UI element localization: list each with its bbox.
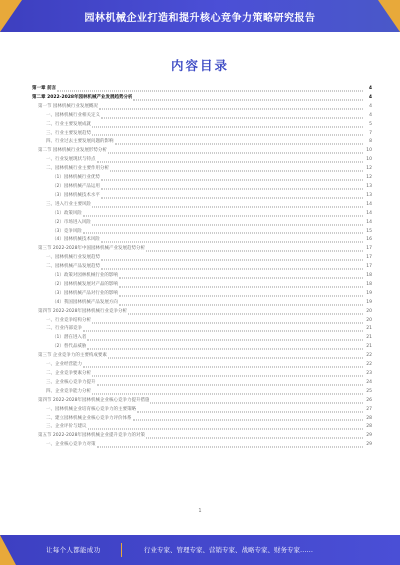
toc-leader-dots <box>137 411 363 412</box>
toc-entry-page: 21 <box>366 335 372 341</box>
toc-entry-page: 4 <box>369 112 372 118</box>
toc-leader-dots <box>97 447 364 448</box>
toc-entry[interactable] <box>32 138 372 147</box>
toc-entry[interactable] <box>32 423 372 432</box>
toc-entry-text: 二、建立园林机械企业核心竞争力评价体系 <box>46 415 132 421</box>
toc-entry[interactable] <box>32 103 372 112</box>
toc-leader-dots <box>119 304 363 305</box>
toc-entry[interactable] <box>32 388 372 397</box>
toc-entry-text: （3）竞争风险 <box>52 228 82 234</box>
toc-leader-dots <box>146 251 363 252</box>
toc-entry-text: （2）市场进入风险 <box>52 219 91 225</box>
toc-entry[interactable] <box>32 165 372 174</box>
toc-entry[interactable] <box>32 325 372 334</box>
toc-entry-page: 29 <box>366 442 372 448</box>
toc-leader-dots <box>101 188 363 189</box>
toc-leader-dots <box>92 393 363 394</box>
toc-entry-page: 19 <box>366 299 372 305</box>
footer-divider <box>121 543 122 557</box>
toc-entry[interactable] <box>32 379 372 388</box>
toc-entry-page: 10 <box>366 148 372 154</box>
toc-entry[interactable] <box>32 352 372 361</box>
toc-entry[interactable] <box>32 94 372 103</box>
toc-entry[interactable] <box>32 317 372 326</box>
toc-leader-dots <box>115 144 364 145</box>
toc-entry[interactable] <box>32 147 372 156</box>
toc-entry-text: （4）我国园林机械产品发展方向 <box>52 299 118 305</box>
toc-entry-page: 4 <box>368 94 372 100</box>
toc-entry-text: （4）园林机械技术风险 <box>52 237 100 243</box>
toc-leader-dots <box>119 286 363 287</box>
toc-entry-text: 二、行业内部竞争 <box>46 326 82 332</box>
toc-entry[interactable] <box>32 174 372 183</box>
toc-entry-text: 一、企业核心竞争力对策 <box>46 442 96 448</box>
toc-entry[interactable] <box>32 406 372 415</box>
toc-entry[interactable] <box>32 254 372 263</box>
toc-entry-page: 13 <box>366 192 372 198</box>
toc-entry-page: 20 <box>366 308 372 314</box>
toc-entry[interactable] <box>32 334 372 343</box>
toc-entry-text: 四、企业竞争能力分析 <box>46 388 91 394</box>
toc-entry[interactable] <box>32 85 372 94</box>
toc-entry[interactable] <box>32 210 372 219</box>
toc-entry-text: 二、行业主要发展成就 <box>46 121 91 127</box>
toc-entry-page: 17 <box>366 264 372 270</box>
toc-entry[interactable] <box>32 308 372 317</box>
toc-leader-dots <box>92 322 363 323</box>
toc-leader-dots <box>92 206 363 207</box>
toc-entry[interactable] <box>32 432 372 441</box>
toc-leader-dots <box>110 171 363 172</box>
toc-entry-page: 24 <box>366 379 372 385</box>
toc-leader-dots <box>150 402 363 403</box>
toc-leader-dots <box>83 367 363 368</box>
footer-slogan: 让每个人都能成功 <box>46 546 101 554</box>
toc-leader-dots <box>101 197 363 198</box>
toc-entry-text: 第一章 前言 <box>32 86 57 91</box>
toc-entry-page: 21 <box>366 344 372 350</box>
banner-accent-left <box>0 0 22 32</box>
toc-leader-dots <box>88 429 364 430</box>
toc-entry-text: 第三节 2022-2028年中国园林机械产业发展趋势分析 <box>38 246 145 252</box>
toc-entry[interactable] <box>32 219 372 228</box>
toc-entry-text: （1）政策对园林机械行业的影响 <box>52 273 118 279</box>
toc-leader-dots <box>99 108 363 109</box>
toc-entry-text: （1）园林机械行业优势 <box>52 175 100 181</box>
toc-leader-dots <box>101 242 363 243</box>
toc-leader-dots <box>128 313 363 314</box>
toc-entry[interactable] <box>32 299 372 308</box>
toc-leader-dots <box>119 277 363 278</box>
toc-entry-page: 4 <box>368 86 372 91</box>
bottom-banner <box>0 535 400 565</box>
toc-entry-text: 第四节 2022-2028年园林机械企业核心竞争力提升措施 <box>38 397 150 403</box>
toc-leader-dots <box>133 420 364 421</box>
toc-entry-page: 21 <box>366 326 372 332</box>
toc-entry-text: 第二章 2022-2028年园林机械产业发展趋势分析 <box>32 94 133 100</box>
toc-entry-page: 10 <box>366 157 372 163</box>
toc-leader-dots <box>92 375 363 376</box>
toc-leader-dots <box>108 153 363 154</box>
toc-entry-page: 26 <box>366 397 372 403</box>
toc-leader-dots <box>101 269 363 270</box>
toc-entry[interactable] <box>32 441 372 450</box>
toc-leader-dots <box>108 358 363 359</box>
toc-entry-text: （2）园林机械发展对产品的影响 <box>52 281 118 287</box>
toc-entry-page: 28 <box>366 415 372 421</box>
toc-entry-text: 一、企业经营能力 <box>46 362 82 368</box>
toc-entry-page: 18 <box>366 273 372 279</box>
toc-leader-dots <box>101 180 363 181</box>
toc-entry[interactable] <box>32 263 372 272</box>
toc-entry-page: 7 <box>369 130 372 136</box>
toc-entry-text: （3）园林机械产品对行业的影响 <box>52 290 118 296</box>
toc-leader-dots <box>97 384 364 385</box>
toc-entry[interactable] <box>32 290 372 299</box>
toc-leader-dots <box>92 135 363 136</box>
toc-leader-dots <box>57 90 363 91</box>
toc-entry-text: 一、园林机械行业相关定义 <box>46 112 100 118</box>
toc-leader-dots <box>101 117 363 118</box>
toc-leader-dots <box>87 340 363 341</box>
toc-entry[interactable] <box>32 343 372 352</box>
toc-entry-page: 4 <box>369 103 372 109</box>
toc-leader-dots <box>97 162 364 163</box>
toc-entry[interactable] <box>32 281 372 290</box>
toc-entry-text: （3）园林机械技术水平 <box>52 192 100 198</box>
toc-entry-page: 12 <box>366 175 372 181</box>
toc-entry[interactable] <box>32 415 372 424</box>
toc-leader-dots <box>92 224 363 225</box>
toc-entry-text: 一、行业竞争结构分析 <box>46 317 91 323</box>
toc-entry-page: 29 <box>366 433 372 439</box>
toc-entry-text: 一、园林机械企业培育核心竞争力的主要策略 <box>46 406 136 412</box>
toc-entry-text: 第五节 2022-2028年园林机械企业提升竞争力的对策 <box>38 433 145 439</box>
toc-entry-page: 14 <box>366 210 372 216</box>
toc-entry-page: 15 <box>366 228 372 234</box>
toc-entry[interactable] <box>32 236 372 245</box>
toc-entry-page: 8 <box>369 139 372 145</box>
toc-entry-text: 一、园林机械行业发展趋势 <box>46 255 100 261</box>
toc-entry-page: 19 <box>366 290 372 296</box>
top-banner <box>0 0 400 32</box>
toc-entry-text: （2）园林机械产品运用 <box>52 183 100 189</box>
toc-leader-dots <box>92 126 363 127</box>
banner-accent-right <box>378 0 400 32</box>
toc-leader-dots <box>101 260 363 261</box>
toc-entry-text: 第四节 2022-2028年园林机械行业竞争分析 <box>38 308 127 314</box>
toc-entry-text: 第一节 园林机械行业发展概况 <box>38 103 98 109</box>
toc-entry-page: 28 <box>366 424 372 430</box>
toc-entry-page: 25 <box>366 388 372 394</box>
toc-entry-text: 二、企业竞争要素分析 <box>46 371 91 376</box>
toc-entry-text: （2）替代品威胁 <box>52 344 87 350</box>
toc-entry[interactable] <box>32 397 372 406</box>
toc-entry-page: 17 <box>366 255 372 261</box>
toc-entry-page: 14 <box>366 201 372 207</box>
toc-entry[interactable] <box>32 370 372 379</box>
toc-entry-page: 27 <box>366 406 372 412</box>
toc-entry-text: 第三节 企业竞争力的主要构成要素 <box>38 353 107 359</box>
toc-entry-page: 13 <box>366 183 372 189</box>
toc-entry[interactable] <box>32 183 372 192</box>
toc-entry[interactable] <box>32 201 372 210</box>
page-number: 1 <box>198 508 202 514</box>
toc-entry[interactable] <box>32 130 372 139</box>
toc-entry-text: （1）政策风险 <box>52 210 82 216</box>
toc-entry[interactable] <box>32 156 372 165</box>
toc-entry[interactable] <box>32 245 372 254</box>
toc-entry-text: 三、企业核心竞争力提升 <box>46 379 96 385</box>
toc-leader-dots <box>83 331 363 332</box>
report-title: 园林机械企业打造和提升核心竞争力策略研究报告 <box>84 12 316 24</box>
toc-entry-page: 17 <box>366 246 372 252</box>
toc-entry-page: 22 <box>366 353 372 359</box>
toc-entry-text: 二、园林机械行业主要作用分析 <box>46 166 109 172</box>
toc-entry-page: 14 <box>366 219 372 225</box>
toc-heading: 内容目录 <box>170 58 229 73</box>
toc-entry-page: 12 <box>366 166 372 172</box>
toc-entry-text: 三、行业主要发展趋势 <box>46 130 91 136</box>
toc-entry[interactable] <box>32 228 372 237</box>
toc-entry-text: 一、行业发展现状与特点 <box>46 157 96 163</box>
toc-entry-text: 三、进入行业主要风险 <box>46 201 91 207</box>
toc-entry-text: 第二节 园林机械行业发展形势分析 <box>38 148 107 154</box>
toc-leader-dots <box>133 99 363 100</box>
toc-entry[interactable] <box>32 112 372 121</box>
toc-entry-text: 二、园林机械产品发展趋势 <box>46 264 100 270</box>
toc-leader-dots <box>119 295 363 296</box>
toc-entry[interactable] <box>32 272 372 281</box>
toc-list <box>32 85 372 467</box>
toc-entry-text: （1）潜在进入者 <box>52 335 87 341</box>
toc-entry[interactable] <box>32 121 372 130</box>
toc-entry-page: 23 <box>366 371 372 376</box>
toc-entry[interactable] <box>32 361 372 370</box>
toc-leader-dots <box>146 438 363 439</box>
toc-leader-dots <box>83 233 363 234</box>
toc-entry-page: 5 <box>369 121 372 127</box>
toc-entry[interactable] <box>32 192 372 201</box>
toc-entry-page: 18 <box>366 281 372 287</box>
footer-experts: 行业专家、管理专家、营销专家、战略专家、财务专家…… <box>144 546 313 554</box>
toc-entry-page: 16 <box>366 237 372 243</box>
toc-leader-dots <box>83 215 363 216</box>
toc-entry-page: 20 <box>366 317 372 323</box>
toc-entry-page: 22 <box>366 362 372 368</box>
toc-leader-dots <box>87 349 363 350</box>
bottom-banner-accent <box>0 535 16 565</box>
toc-entry-text: 四、行业过去主要发展问题的影响 <box>46 139 114 145</box>
toc-entry-text: 三、企业评价与建议 <box>46 424 87 430</box>
